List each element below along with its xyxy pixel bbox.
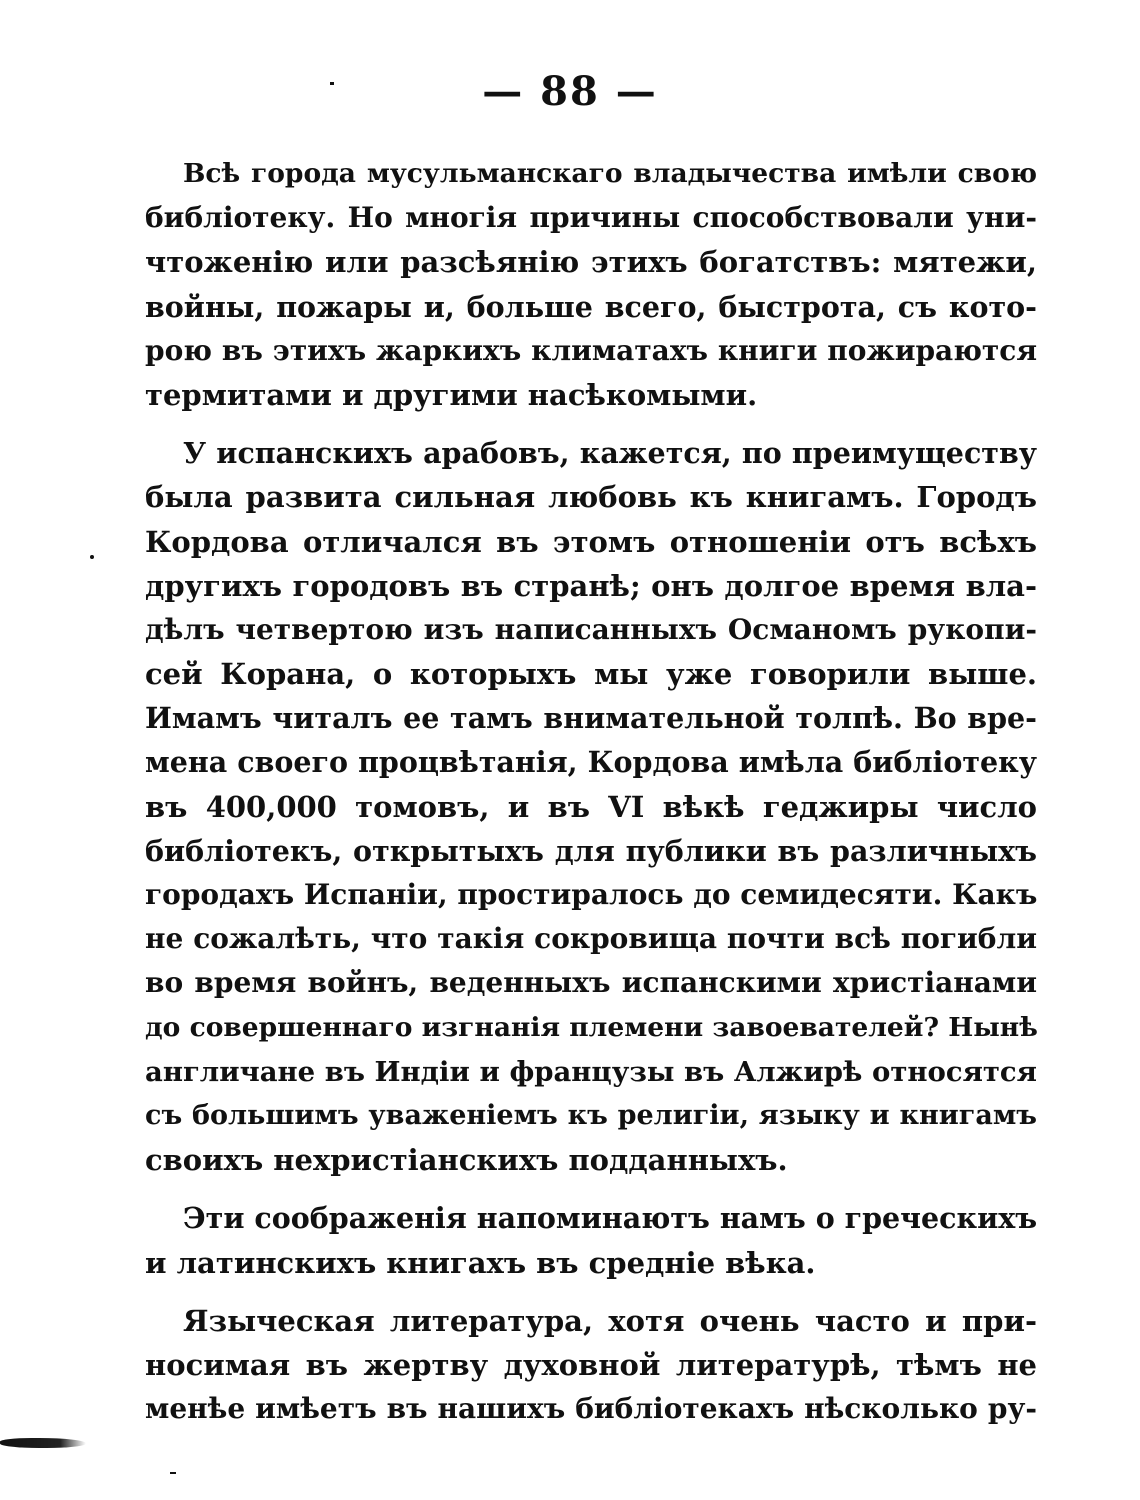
text-line: съ большимъ уваженіемъ къ религіи, языку и книгамъ [145,1099,1037,1131]
text-line: Языческая литература, хотя очень часто и при- [183,1303,1037,1338]
text-line: рою въ этихъ жаркихъ климатахъ книги пожираются [145,333,1037,367]
print-speck [90,555,94,559]
text-line: въ 400,000 томовъ, и въ VI вѣкѣ геджиры число [145,789,1037,824]
text-line: войны, пожары и, больше всего, быстрота, съ кото- [145,289,1037,324]
text-line: Кордова отличался въ этомъ отношеніи отъ всѣхъ [145,524,1037,559]
text-line: до совершеннаго изгнанія племени завоевателей? Нынѣ [145,1011,1038,1043]
text-line: библіотекъ, открытыхъ для публики въ различныхъ [145,833,1037,868]
paragraph-1 [145,152,1037,417]
text-line: дѣлъ четвертою изъ написанныхъ Османомъ рукопи- [145,612,1037,646]
text-line: Всѣ города мусульманскаго владычества имѣли свою [183,158,1037,189]
text-line: сей Корана, о которыхъ мы уже говорили выше. [145,657,1037,692]
text-line: своихъ нехристіанскихъ подданныхъ. [145,1143,788,1178]
paragraph-3 [145,1196,1037,1284]
text-line: была развита сильная любовь къ книгамъ. Городъ [145,480,1037,515]
text-line: во время войнъ, веденныхъ испанскими христіанами [145,966,1037,1000]
page-number: — 88 — [482,68,658,115]
text-line: менѣе имѣетъ въ нашихъ библіотекахъ нѣсколько ру- [145,1392,1037,1426]
text-line: У испанскихъ арабовъ, кажется, по преимуществу [183,436,1037,471]
text-line: другихъ городовъ въ странѣ; онъ долгое время вла- [145,568,1037,603]
text-line: чтоженію или разсѣянію этихъ богатствъ: мятежи, [145,245,1037,280]
text-line: Имамъ читалъ ее тамъ внимательной толпѣ. Во вре- [145,701,1037,736]
print-speck [170,1472,176,1474]
text-line: не сожалѣть, что такія сокровища почти всѣ погибли [145,922,1037,956]
text-line: термитами и другими насѣкомыми. [145,377,758,412]
paragraph-4 [145,1299,1037,1432]
text-line: носимая въ жертву духовной литературѣ, тѣмъ не [145,1347,1037,1382]
paragraph-2 [145,431,1037,1182]
text-line: мена своего процвѣтанія, Кордова имѣла библіотеку [145,745,1037,780]
text-line: англичане въ Индіи и французы въ Алжирѣ относятся [145,1055,1037,1088]
text-line: городахъ Испаніи, простиралось до семидесяти. Какъ [145,878,1038,911]
text-line: и латинскихъ книгахъ въ средніе вѣка. [145,1245,816,1280]
text-line: библіотеку. Но многія причины способствовали уни- [145,201,1037,235]
ink-smudge [0,1438,86,1448]
text-line: Эти соображенія напоминаютъ намъ о греческихъ [183,1201,1038,1236]
body-text [145,152,1037,1431]
